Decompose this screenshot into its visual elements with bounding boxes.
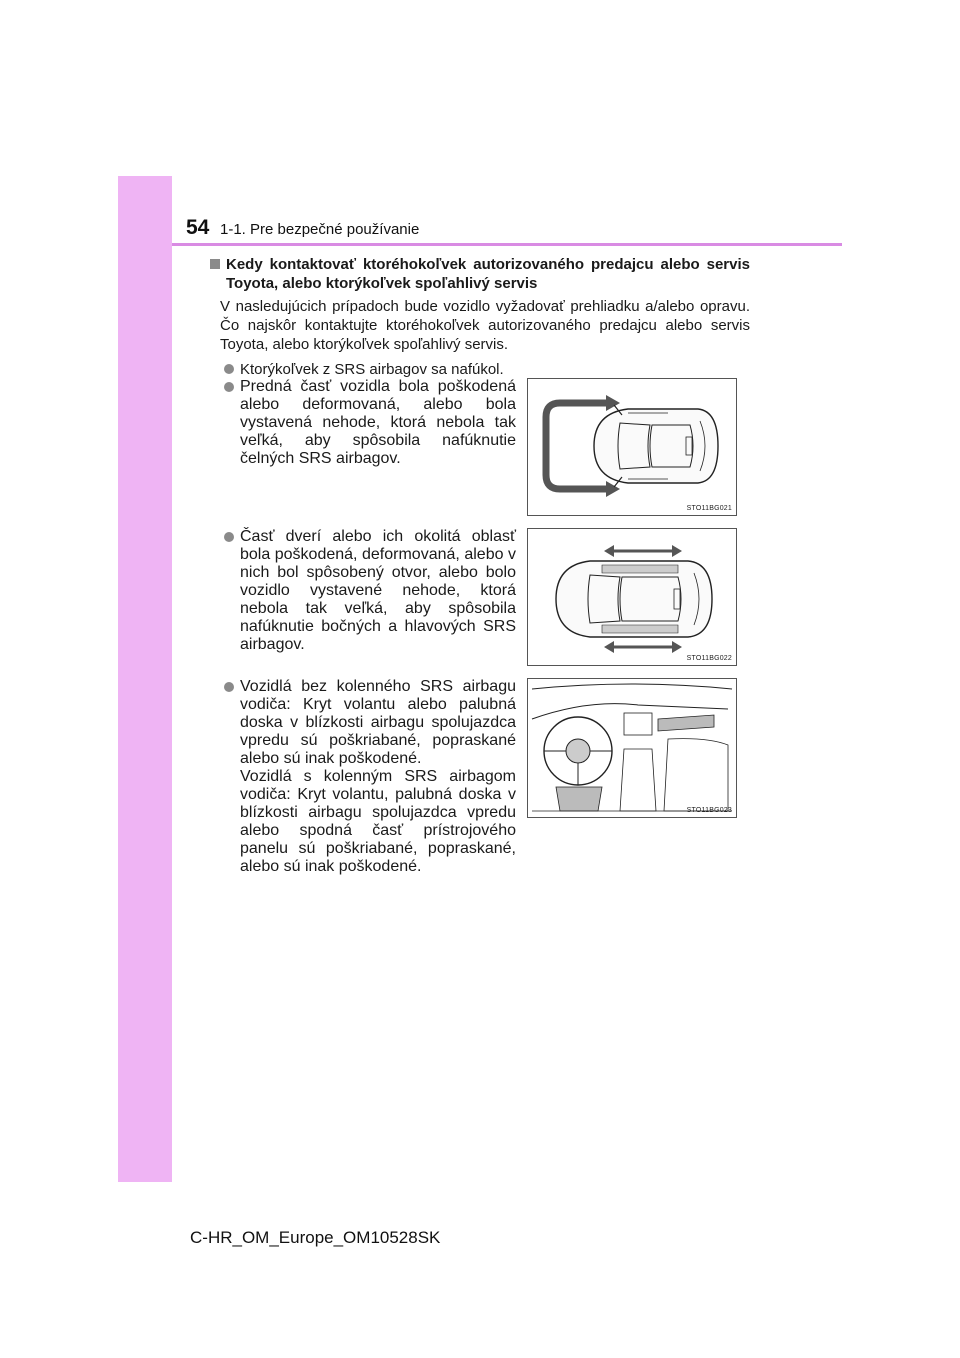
bullet-icon xyxy=(224,532,234,542)
front-damage-item xyxy=(224,378,732,512)
square-bullet-icon xyxy=(210,259,220,269)
front-damage-figure xyxy=(527,378,737,516)
figure-code: STO11BG021 xyxy=(686,505,732,512)
list-item-text: Ktorýkoľvek z SRS airbagov sa nafúkol. xyxy=(240,361,504,378)
page-number: 54 xyxy=(186,216,210,239)
side-color-band xyxy=(118,176,172,1182)
list-item-text xyxy=(240,678,516,876)
list-item-text: Predná časť vozidla bola poškodená alebo deformovaná, alebo bola vystavená nehode, ktorá nebola tak veľká, aby spôsobila nafúknutie čelných SRS airbagov. xyxy=(240,378,516,467)
bullet-icon xyxy=(224,364,234,374)
document-footer: C-HR_OM_Europe_OM10528SK xyxy=(190,1228,441,1247)
knee-airbag-text: Vozidlá s kolenným SRS airbagom vodiča: Kryt volantu, palubná doska v blízkosti airbagu spolujazdca vpredu alebo spodná časť prístrojového panelu sú poškriabané, popraskané, alebo sú inak poškodené. xyxy=(240,768,516,875)
dashboard-illustration xyxy=(528,679,736,817)
heading-text: Kedy kontaktovať ktoréhokoľvek autorizovaného predajcu alebo servis Toyota, alebo ktorýkoľvek spoľahlivý servis xyxy=(226,256,750,292)
figure-code: STO11BG023 xyxy=(686,807,732,814)
car-top-view-front-illustration xyxy=(528,379,736,515)
figure-code: STO11BG022 xyxy=(686,655,732,662)
list-item xyxy=(224,678,516,876)
car-top-view-side-illustration xyxy=(528,529,736,665)
dashboard-damage-item xyxy=(224,678,732,876)
bullet-icon xyxy=(224,382,234,392)
bullet-icon xyxy=(224,682,234,692)
heading xyxy=(210,255,750,293)
list-item xyxy=(224,378,516,468)
dashboard-figure xyxy=(527,678,737,818)
header-rule xyxy=(172,243,842,246)
list-item xyxy=(224,360,750,379)
list-item xyxy=(224,528,516,654)
section-title: 1-1. Pre bezpečné používanie xyxy=(220,221,420,238)
main-content xyxy=(210,255,750,379)
side-damage-figure xyxy=(527,528,737,666)
side-damage-item xyxy=(224,528,732,662)
intro-paragraph: V nasledujúcich prípadoch bude vozidlo vyžadovať prehliadku a/alebo opravu. Čo najskôr kontaktujte ktoréhokoľvek autorizovaného predajcu alebo servis Toyota, alebo ktorýkoľvek spoľahlivý servis. xyxy=(220,298,750,353)
list-item-text: Časť dverí alebo ich okolitá oblasť bola poškodená, deformovaná, alebo v nich bol spôsobený otvor, alebo bolo vozidlo vystavené nehode, ktorá nebola tak veľká, aby spôsobila nafúknutie bočných a hlavových SRS airbagov. xyxy=(240,528,516,653)
no-knee-airbag-text: Vozidlá bez kolenného SRS airbagu vodiča: Kryt volantu alebo palubná doska v blízkosti airbagu spolujazdca vpredu sú poškriabané, popraskané alebo sú inak poškodené. xyxy=(240,678,516,767)
